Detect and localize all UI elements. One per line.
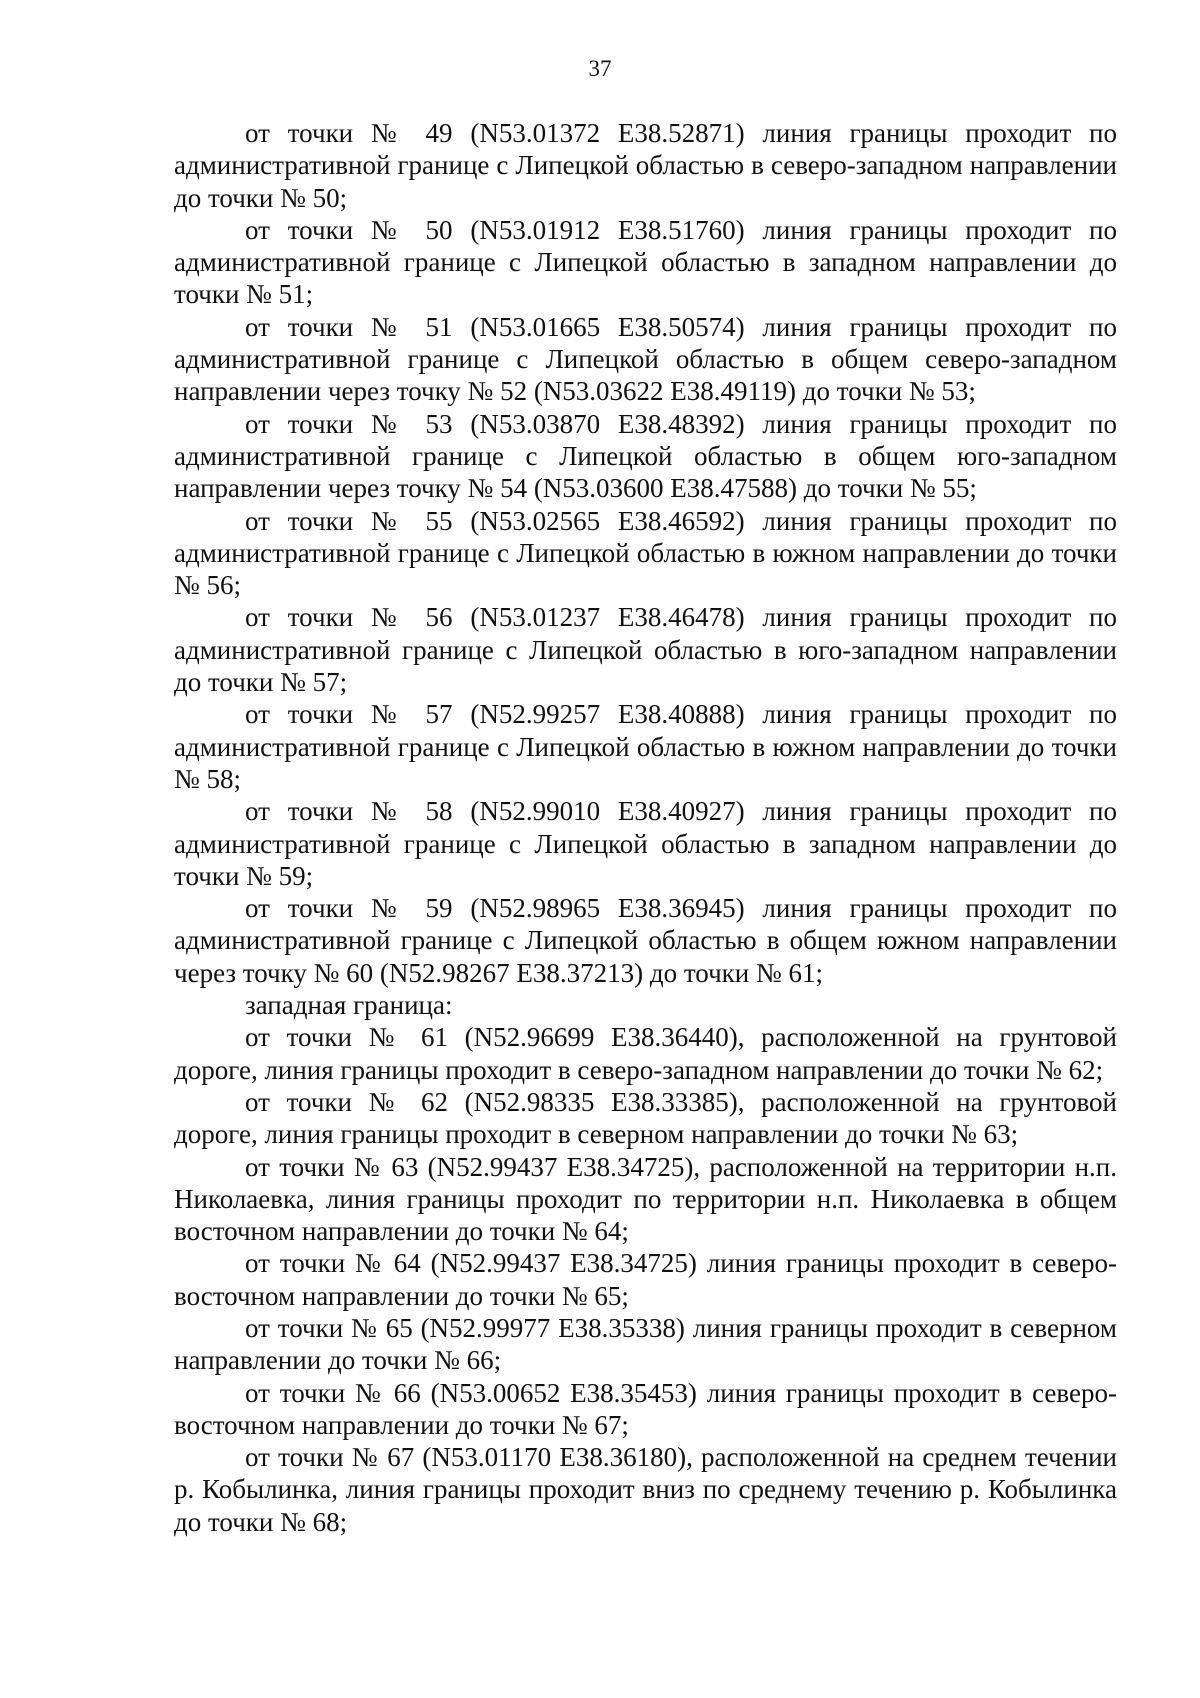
paragraph-point-56: от точки № 56 (N53.01237 E38.46478) линия границы проходит по административной границе с Липецкой областью в юго-западном направлении до точки № 57; <box>174 602 1117 698</box>
paragraph-point-53: от точки № 53 (N53.03870 E38.48392) линия границы проходит по административной границе с Липецкой областью в общем юго-западном направлении через точку № 54 (N53.03600 E38.47588) до точки № 55; <box>174 408 1117 504</box>
paragraph-point-64: от точки № 64 (N52.99437 E38.34725) линия границы проходит в северо-восточном направлении до точки № 65; <box>174 1248 1117 1311</box>
paragraph-point-63: от точки № 63 (N52.99437 E38.34725), расположенной на территории н.п. Николаевка, линия границы проходит по территории н.п. Николаевка в общем восточном направлении до точки № 64; <box>174 1151 1117 1247</box>
paragraph-point-61: от точки № 61 (N52.96699 E38.36440), расположенной на грунтовой дороге, линия границы проходит в северо-западном направлении до точки № 62; <box>174 1022 1117 1085</box>
section-heading-west-border: западная граница: <box>245 990 453 1021</box>
paragraph-point-66: от точки № 66 (N53.00652 E38.35453) линия границы проходит в северо-восточном направлении до точки № 67; <box>174 1377 1117 1440</box>
paragraph-point-50: от точки № 50 (N53.01912 E38.51760) линия границы проходит по административной границе с Липецкой областью в западном направлении до точки № 51; <box>174 214 1117 310</box>
paragraph-point-62: от точки № 62 (N52.98335 E38.33385), расположенной на грунтовой дороге, линия границы проходит в северном направлении до точки № 63; <box>174 1086 1117 1150</box>
paragraph-point-65: от точки № 65 (N52.99977 E38.35338) линия границы проходит в северном направлении до точки № 66; <box>174 1312 1117 1376</box>
paragraph-point-49: от точки № 49 (N53.01372 E38.52871) линия границы проходит по административной границе с Липецкой областью в северо-западном направлении до точки № 50; <box>174 118 1117 213</box>
paragraph-point-58: от точки № 58 (N52.99010 E38.40927) линия границы проходит по административной границе с Липецкой областью в западном направлении до точки № 59; <box>174 796 1117 891</box>
page-number: 37 <box>588 56 612 81</box>
paragraph-point-51: от точки № 51 (N53.01665 E38.50574) линия границы проходит по административной границе с Липецкой областью в общем северо-западном направлении через точку № 52 (N53.03622 E38.49119) до точки № 53; <box>174 311 1117 407</box>
paragraph-point-59: от точки № 59 (N52.98965 E38.36945) линия границы проходит по административной границе с Липецкой областью в общем южном направлении через точку № 60 (N52.98267 E38.37213) до точки № 61; <box>174 893 1117 988</box>
document-body <box>174 117 1117 1538</box>
paragraph-point-55: от точки № 55 (N53.02565 E38.46592) линия границы проходит по административной границе с Липецкой областью в южном направлении до точки № 56; <box>174 505 1117 601</box>
paragraph-point-57: от точки № 57 (N52.99257 E38.40888) линия границы проходит по административной границе с Липецкой областью в южном направлении до точки № 58; <box>174 699 1117 794</box>
paragraph-point-67: от точки № 67 (N53.01170 E38.36180), расположенной на среднем течении р. Кобылинка, линия границы проходит вниз по среднему течению р. Кобылинка до точки № 68; <box>174 1442 1117 1537</box>
